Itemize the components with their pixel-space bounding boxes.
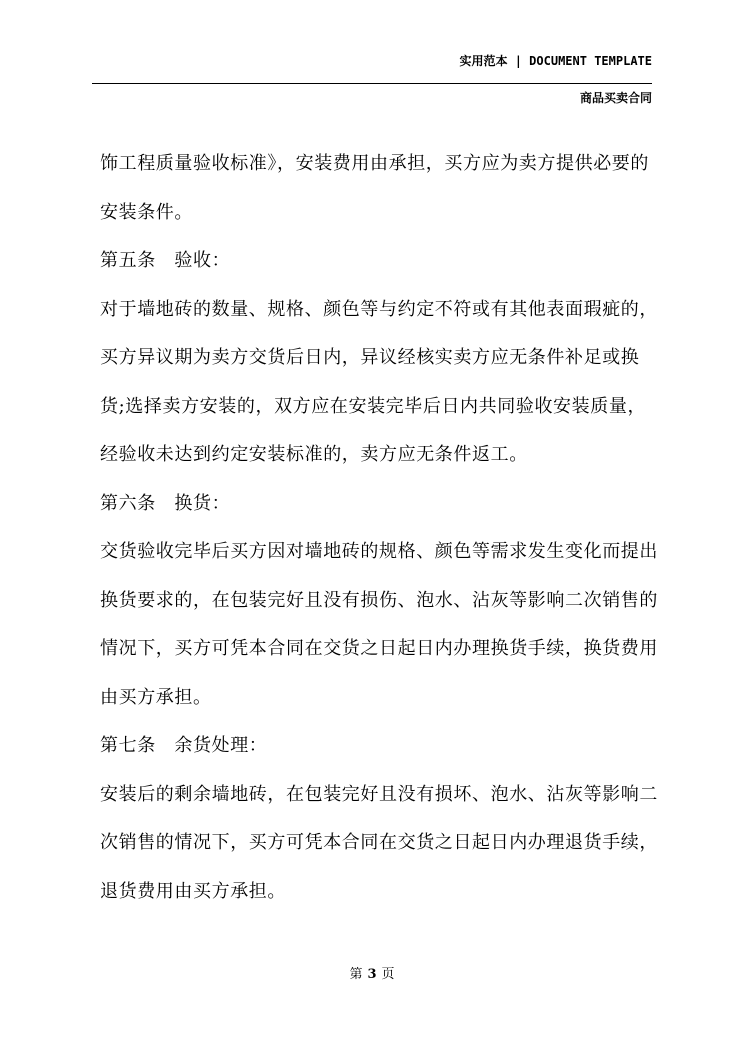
article-7-body: 安装后的剩余墙地砖，在包装完好且没有损坏、泡水、沾灰等影响二次销售的情况下，买方可凭本合同在交货之日起日内办理退货手续，退货费用由买方承担。	[100, 783, 658, 902]
article-5-heading: 第五条 验收：	[100, 250, 231, 271]
header-divider	[92, 83, 652, 84]
article-7-heading: 第七条 余货处理：	[100, 735, 268, 756]
article-5-body: 对于墙地砖的数量、规格、颜色等与约定不符或有其他表面瑕疵的，买方异议期为卖方交货后日内，异议经核实卖方应无条件补足或换货;选择卖方安装的，双方应在安装完毕后日内共同验收安装质量，经验收未达到约定安装标准的，卖方应无条件返工。	[100, 298, 658, 465]
document-body	[100, 140, 660, 916]
page-number-prefix: 第	[349, 967, 363, 982]
paragraph-continued: 饰工程质量验收标准》，安装费用由承担，买方应为卖方提供必要的安装条件。	[100, 153, 649, 223]
article-6-heading: 第六条 换货：	[100, 492, 231, 514]
page-footer	[0, 963, 744, 982]
page-number-suffix: 页	[381, 967, 395, 982]
page-number: 3	[367, 967, 377, 982]
article-6-body: 交货验收完毕后买方因对墙地砖的规格、颜色等需求发生变化而提出换货要求的，在包装完好且没有损伤、泡水、沾灰等影响二次销售的情况下，买方可凭本合同在交货之日起日内办理换货手续，换货费用由买方承担。	[100, 541, 658, 708]
header-subtitle: 商品买卖合同	[579, 91, 652, 105]
header-title: 实用范本 | DOCUMENT TEMPLATE	[459, 54, 652, 68]
